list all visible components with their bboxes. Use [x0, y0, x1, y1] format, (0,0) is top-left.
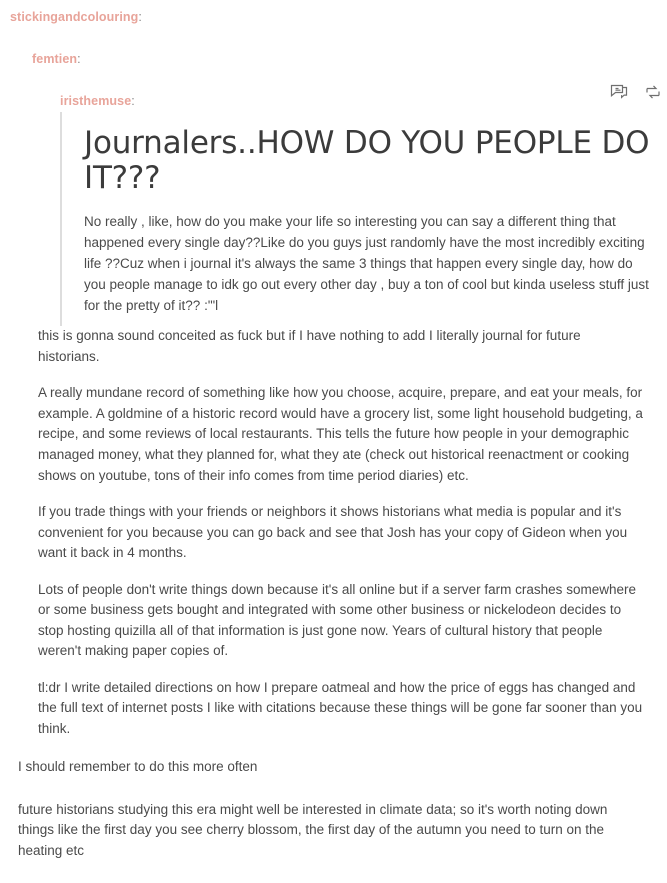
original-post-body: No really , like, how do you make your life so interesting you can say a different thing that happened every single day??Like do you guys just randomly have the most incredibly exciting life ??Cuz when i journal it's always the same 3 things that happen every single day, how do you people manage to idk go out every other day , buy a ton of cool but kinda useless stuff just for the pretty of it?? :"'l [84, 213, 649, 313]
reblog-username-2-colon: : [77, 52, 81, 67]
reblog-username-1[interactable] [10, 8, 657, 26]
outer-reply-paragraph: future historians studying this era might well be interested in climate data; so it's worth noting down things like the first day you see cherry blossom, the first day of the autumn you need to turn on the heating etc [18, 801, 608, 858]
outer-reply-body [18, 757, 645, 861]
original-post-quote [60, 112, 657, 326]
post-action-icons [609, 82, 663, 102]
reblog-username-2-label: femtien [32, 52, 78, 67]
reply-paragraph: Lots of people don't write things down because it's all online but if a server farm crashes somewhere or some business gets bought and integrated with some other business or nickelodeon decides to stop hosting quizilla all of that information is just gone now. Years of cultural history that people weren't making paper copies of. [38, 581, 636, 659]
page-title: Journalers..HOW DO YOU PEOPLE DO IT??? [84, 125, 650, 197]
reblog-username-3-colon: : [131, 94, 135, 109]
reblog-username-2[interactable] [32, 50, 657, 68]
reblog-icon[interactable] [643, 82, 663, 102]
reblog-username-1-label: stickingandcolouring [10, 10, 139, 24]
reply-body [38, 326, 645, 739]
reply-icon[interactable] [609, 82, 629, 102]
reply-paragraph: If you trade things with your friends or neighbors it shows historians what media is popular and it's convenient for you because you can go back and see that Josh has your copy of Gideon when you want it back in 4 months. [38, 504, 628, 561]
reblog-username-1-colon: : [138, 10, 142, 24]
reply-paragraph: A really mundane record of something like how you choose, acquire, prepare, and eat your meals, for example. A goldmine of a historic record would have a grocery list, some light household budgeting, a recipe, and some reviews of local restaurants. This tells the future how people in your demographic managed money, what they planned for, what they ate (check out historical reenactment or cooking shows on youtube, tons of their info comes from time period diaries) etc. [38, 385, 643, 483]
reply-paragraph: this is gonna sound conceited as fuck but if I have nothing to add I literally journal for future historians. [38, 328, 581, 364]
reblog-username-3[interactable] [60, 92, 657, 110]
reblog-username-3-label: iristhemuse [60, 94, 132, 109]
outer-reply-paragraph: I should remember to do this more often [18, 759, 258, 775]
reply-paragraph: tl:dr I write detailed directions on how I prepare oatmeal and how the price of eggs has changed and the full text of internet posts I like with citations because these things will be gone far sooner than you think. [38, 679, 643, 736]
